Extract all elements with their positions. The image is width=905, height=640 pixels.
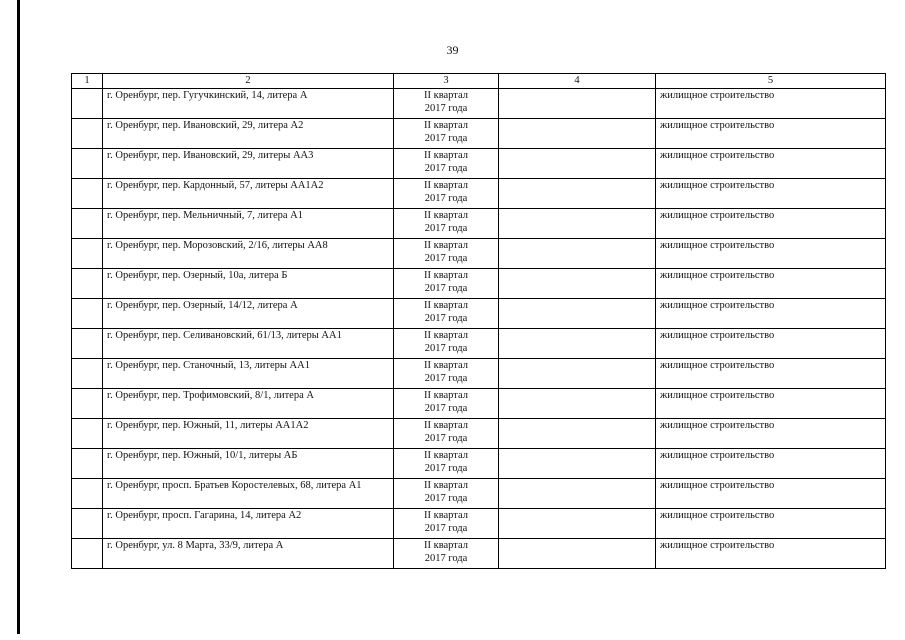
term-cell <box>394 539 499 569</box>
row-number-cell <box>72 89 103 119</box>
row-number-cell <box>72 449 103 479</box>
table-row <box>72 89 886 119</box>
scan-border-line <box>17 0 20 634</box>
term-cell <box>394 299 499 329</box>
term-cell <box>394 179 499 209</box>
term-quarter: II квартал <box>423 240 469 251</box>
table-row <box>72 209 886 239</box>
row-number-cell <box>72 239 103 269</box>
row-number-cell <box>72 209 103 239</box>
col4-cell <box>499 449 656 479</box>
row-number-cell <box>72 359 103 389</box>
address-cell: г. Оренбург, пер. Селивановский, 61/13, литеры АА1 <box>103 329 394 359</box>
term-quarter: II квартал <box>423 510 469 521</box>
term-year: 2017 года <box>424 313 468 324</box>
term-cell <box>394 209 499 239</box>
term-cell <box>394 149 499 179</box>
col4-cell <box>499 539 656 569</box>
use-cell: жилищное строительство <box>656 89 886 119</box>
row-number-cell <box>72 269 103 299</box>
address-cell: г. Оренбург, пер. Южный, 11, литеры АА1А2 <box>103 419 394 449</box>
term-quarter: II квартал <box>423 330 469 341</box>
term-quarter: II квартал <box>423 210 469 221</box>
term-year: 2017 года <box>424 133 468 144</box>
address-cell: г. Оренбург, ул. 8 Марта, 33/9, литера А <box>103 539 394 569</box>
term-quarter: II квартал <box>423 390 469 401</box>
use-cell: жилищное строительство <box>656 359 886 389</box>
use-cell: жилищное строительство <box>656 239 886 269</box>
table-row <box>72 299 886 329</box>
use-cell: жилищное строительство <box>656 119 886 149</box>
row-number-cell <box>72 419 103 449</box>
use-cell: жилищное строительство <box>656 479 886 509</box>
table-header-row <box>72 74 886 89</box>
table-row <box>72 539 886 569</box>
row-number-cell <box>72 509 103 539</box>
term-cell <box>394 449 499 479</box>
term-cell <box>394 509 499 539</box>
term-year: 2017 года <box>424 553 468 564</box>
col4-cell <box>499 239 656 269</box>
use-cell: жилищное строительство <box>656 269 886 299</box>
table-row <box>72 479 886 509</box>
term-quarter: II квартал <box>423 120 469 131</box>
term-year: 2017 года <box>424 193 468 204</box>
address-cell: г. Оренбург, пер. Мельничный, 7, литера А1 <box>103 209 394 239</box>
use-cell: жилищное строительство <box>656 389 886 419</box>
term-quarter: II квартал <box>423 300 469 311</box>
header-col-1: 1 <box>72 74 103 89</box>
col4-cell <box>499 119 656 149</box>
term-year: 2017 года <box>424 223 468 234</box>
use-cell: жилищное строительство <box>656 539 886 569</box>
col4-cell <box>499 389 656 419</box>
term-cell <box>394 119 499 149</box>
address-cell: г. Оренбург, пер. Станочный, 13, литеры АА1 <box>103 359 394 389</box>
use-cell: жилищное строительство <box>656 149 886 179</box>
property-table <box>71 73 886 569</box>
term-year: 2017 года <box>424 403 468 414</box>
use-cell: жилищное строительство <box>656 329 886 359</box>
col4-cell <box>499 299 656 329</box>
header-col-3: 3 <box>394 74 499 89</box>
address-cell: г. Оренбург, просп. Братьев Коростелевых, 68, литера А1 <box>103 479 394 509</box>
table-row <box>72 509 886 539</box>
header-col-4: 4 <box>499 74 656 89</box>
col4-cell <box>499 149 656 179</box>
row-number-cell <box>72 539 103 569</box>
table-row <box>72 269 886 299</box>
term-quarter: II квартал <box>423 270 469 281</box>
term-year: 2017 года <box>424 283 468 294</box>
address-cell: г. Оренбург, пер. Озерный, 14/12, литера А <box>103 299 394 329</box>
col4-cell <box>499 329 656 359</box>
row-number-cell <box>72 119 103 149</box>
term-cell <box>394 269 499 299</box>
use-cell: жилищное строительство <box>656 419 886 449</box>
col4-cell <box>499 179 656 209</box>
row-number-cell <box>72 299 103 329</box>
table-row <box>72 419 886 449</box>
term-year: 2017 года <box>424 163 468 174</box>
use-cell: жилищное строительство <box>656 179 886 209</box>
row-number-cell <box>72 179 103 209</box>
col4-cell <box>499 359 656 389</box>
term-cell <box>394 419 499 449</box>
table-row <box>72 389 886 419</box>
row-number-cell <box>72 389 103 419</box>
term-cell <box>394 389 499 419</box>
header-col-5: 5 <box>656 74 886 89</box>
term-cell <box>394 329 499 359</box>
col4-cell <box>499 479 656 509</box>
col4-cell <box>499 89 656 119</box>
use-cell: жилищное строительство <box>656 509 886 539</box>
term-year: 2017 года <box>424 463 468 474</box>
table-row <box>72 449 886 479</box>
term-quarter: II квартал <box>423 540 469 551</box>
use-cell: жилищное строительство <box>656 449 886 479</box>
term-quarter: II квартал <box>423 420 469 431</box>
term-year: 2017 года <box>424 433 468 444</box>
table-row <box>72 359 886 389</box>
col4-cell <box>499 509 656 539</box>
term-year: 2017 года <box>424 343 468 354</box>
row-number-cell <box>72 329 103 359</box>
address-cell: г. Оренбург, пер. Трофимовский, 8/1, литера А <box>103 389 394 419</box>
row-number-cell <box>72 149 103 179</box>
address-cell: г. Оренбург, просп. Гагарина, 14, литера А2 <box>103 509 394 539</box>
term-year: 2017 года <box>424 253 468 264</box>
use-cell: жилищное строительство <box>656 299 886 329</box>
use-cell: жилищное строительство <box>656 209 886 239</box>
row-number-cell <box>72 479 103 509</box>
col4-cell <box>499 209 656 239</box>
term-quarter: II квартал <box>423 450 469 461</box>
address-cell: г. Оренбург, пер. Морозовский, 2/16, литеры АА8 <box>103 239 394 269</box>
term-year: 2017 года <box>424 523 468 534</box>
term-cell <box>394 239 499 269</box>
table-row <box>72 179 886 209</box>
table-row <box>72 329 886 359</box>
table-row <box>72 149 886 179</box>
address-cell: г. Оренбург, пер. Кардонный, 57, литеры АА1А2 <box>103 179 394 209</box>
address-cell: г. Оренбург, пер. Ивановский, 29, литера А2 <box>103 119 394 149</box>
address-cell: г. Оренбург, пер. Гугучкинский, 14, литера А <box>103 89 394 119</box>
term-year: 2017 года <box>424 103 468 114</box>
col4-cell <box>499 419 656 449</box>
col4-cell <box>499 269 656 299</box>
term-cell <box>394 479 499 509</box>
term-year: 2017 года <box>424 493 468 504</box>
term-quarter: II квартал <box>423 150 469 161</box>
header-col-2: 2 <box>103 74 394 89</box>
table-row <box>72 119 886 149</box>
address-cell: г. Оренбург, пер. Озерный, 10а, литера Б <box>103 269 394 299</box>
term-year: 2017 года <box>424 373 468 384</box>
address-cell: г. Оренбург, пер. Южный, 10/1, литеры АБ <box>103 449 394 479</box>
term-cell <box>394 89 499 119</box>
term-quarter: II квартал <box>423 180 469 191</box>
term-quarter: II квартал <box>423 90 469 101</box>
term-cell <box>394 359 499 389</box>
table-body <box>72 89 886 569</box>
address-cell: г. Оренбург, пер. Ивановский, 29, литеры АА3 <box>103 149 394 179</box>
table-row <box>72 239 886 269</box>
term-quarter: II квартал <box>423 360 469 371</box>
page-number: 39 <box>446 43 459 57</box>
term-quarter: II квартал <box>423 480 469 491</box>
